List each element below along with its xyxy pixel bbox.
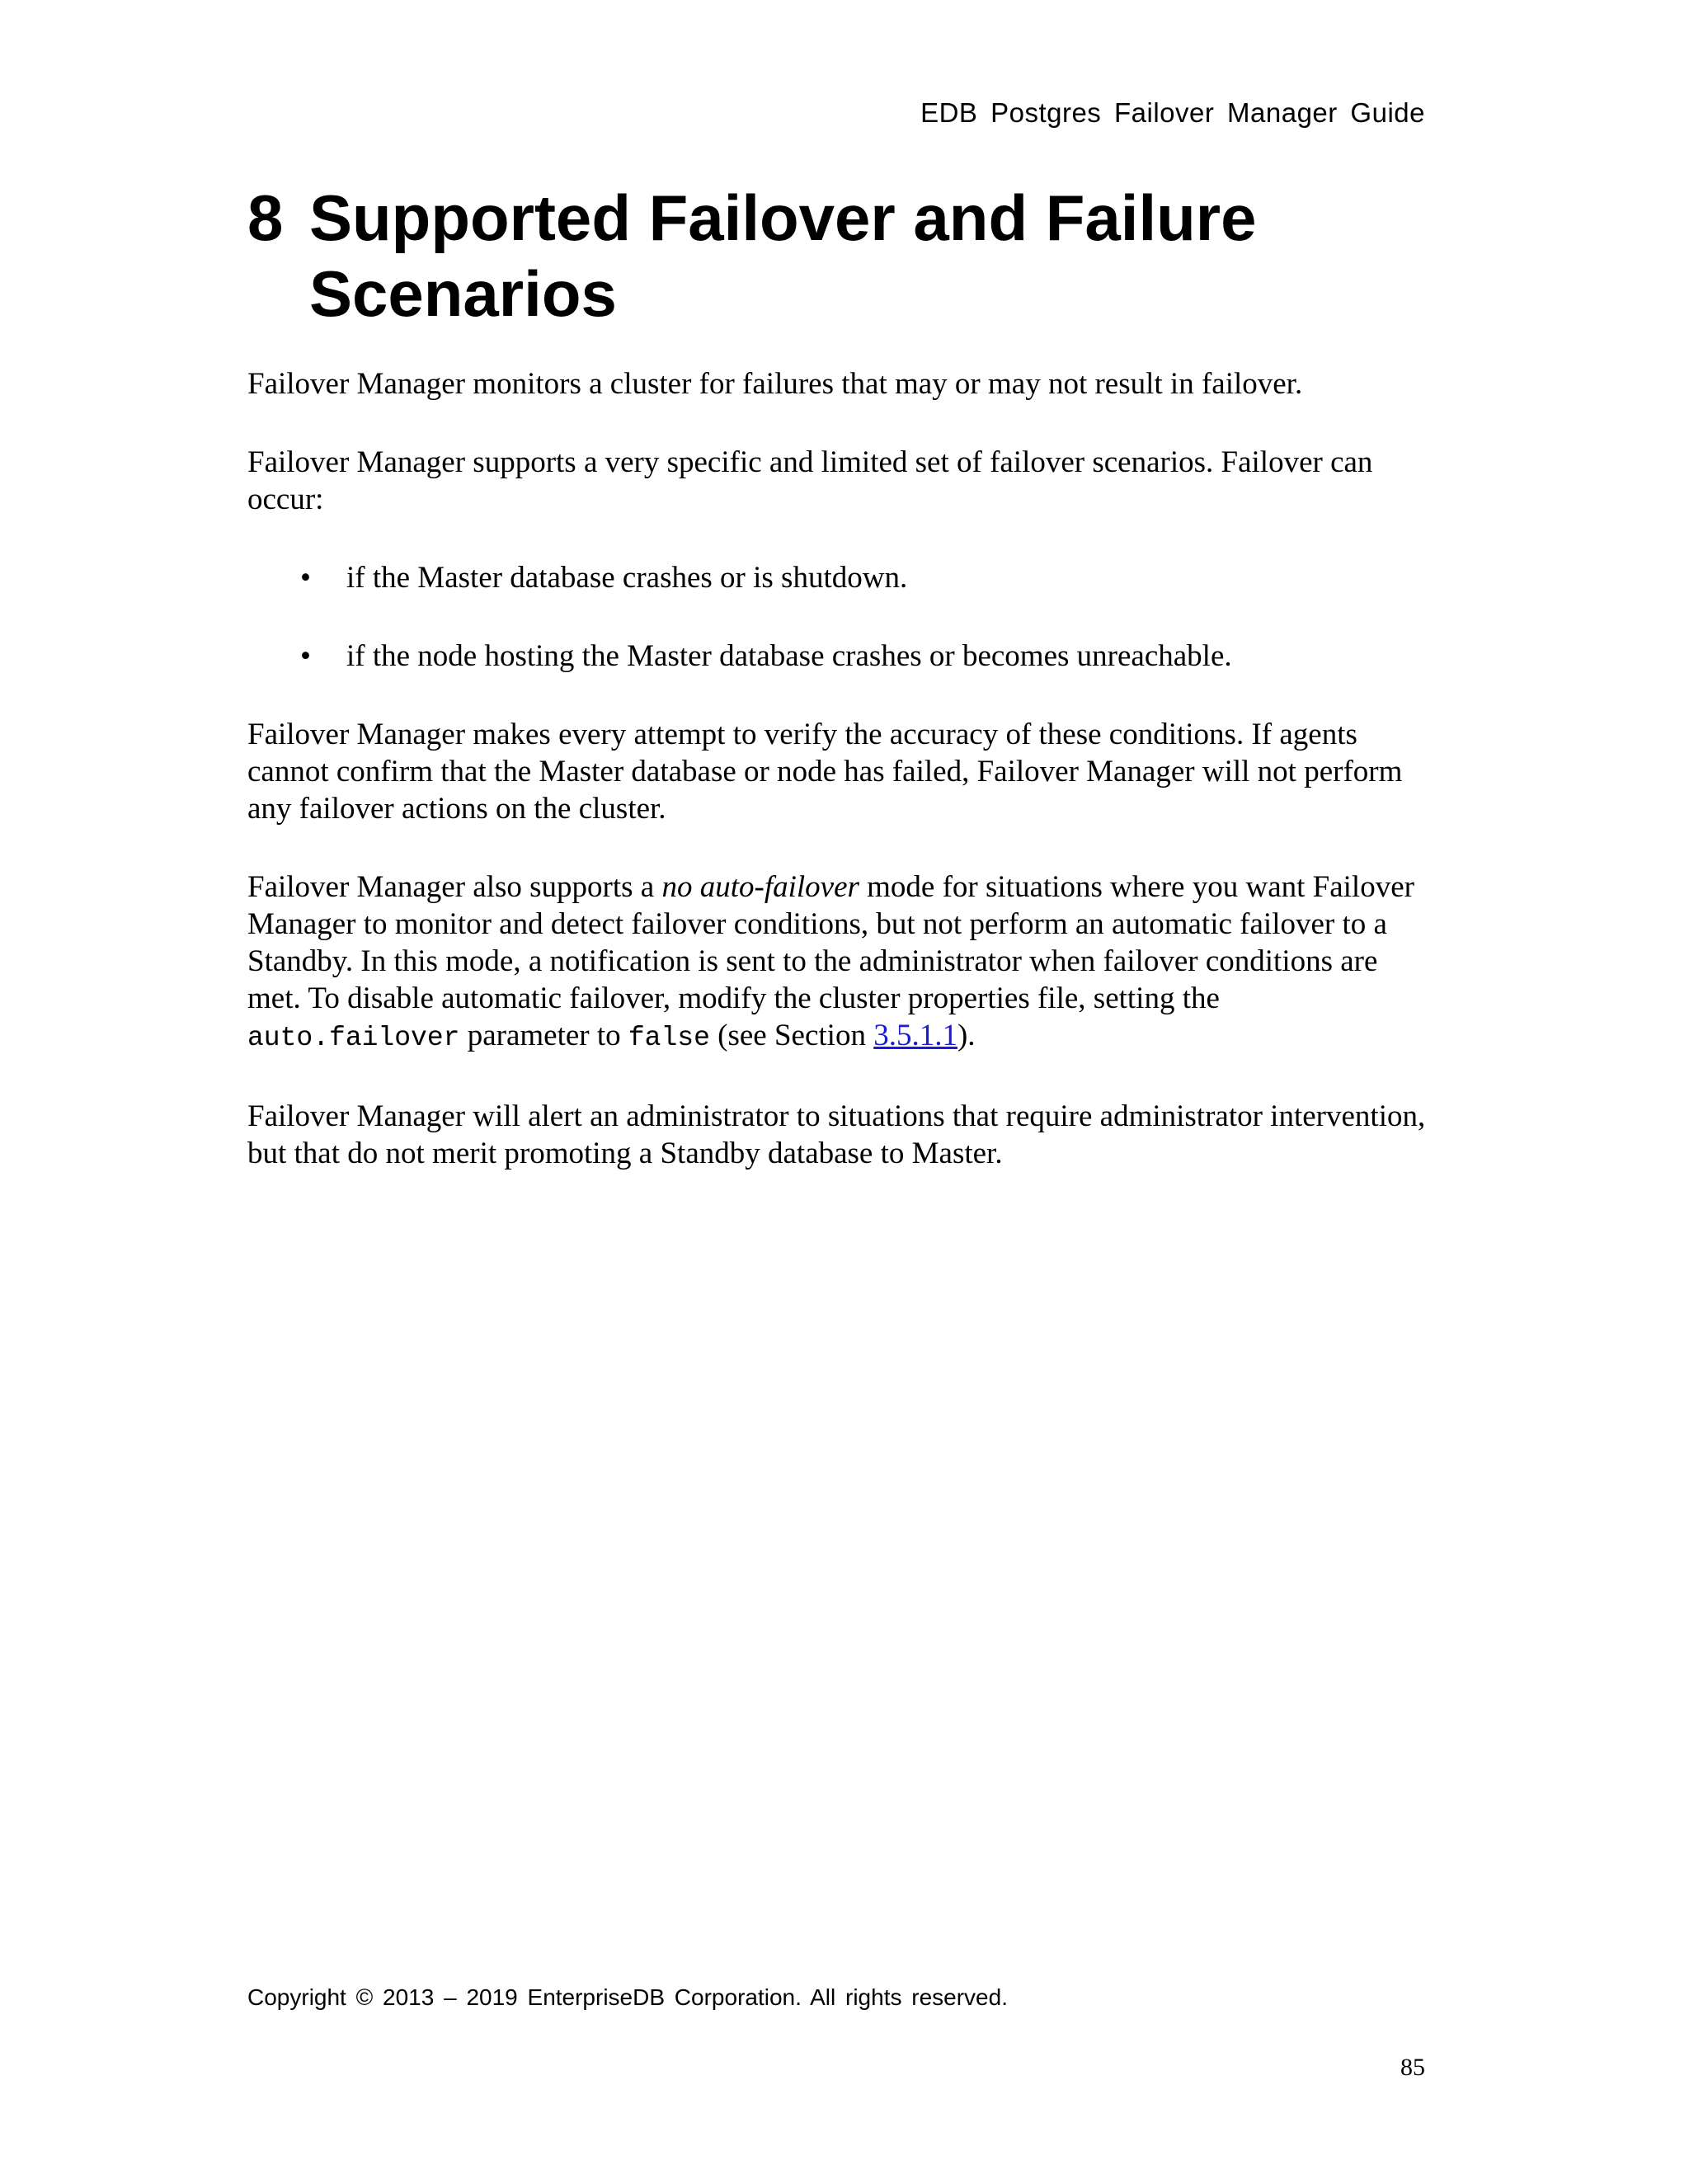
emphasis-no-auto-failover: no auto-failover	[661, 870, 859, 904]
text-run: Failover Manager also supports a	[247, 870, 662, 904]
text-run: mode for situations where you want Failover Manager to monitor and detect failover conditions, but not perform an automatic failover to a Standby. In this mode, a notification is sent to the administrator when failover conditions are met. To disable automatic failover, modify the cluster properties file, setting the	[247, 870, 1414, 1015]
paragraph-intro: Failover Manager monitors a cluster for failures that may or may not result in failover.	[247, 367, 1303, 401]
code-auto-failover: auto.failover	[247, 1023, 460, 1053]
text-run: ).	[957, 1019, 976, 1052]
text-run: (see Section	[709, 1019, 874, 1052]
chapter-heading	[247, 180, 1443, 332]
bullet-icon: •	[300, 639, 311, 673]
list-item	[247, 559, 1435, 596]
page-number: 85	[1400, 2054, 1425, 2081]
body-content	[247, 365, 1435, 1213]
copyright-footer: Copyright © 2013 – 2019 EnterpriseDB Corporation. All rights reserved.	[247, 1984, 1008, 2010]
text-run: parameter to	[459, 1019, 628, 1052]
chapter-number: 8	[247, 181, 284, 254]
paragraph-no-auto-failover	[247, 868, 1435, 1057]
paragraph-verification: Failover Manager makes every attempt to verify the accuracy of these conditions. If agents cannot confirm that the Master database or node has failed, Failover Manager will not perform any failover actions on the cluster.	[247, 718, 1403, 826]
chapter-title: Supported Failover and Failure Scenarios	[309, 181, 1257, 330]
list-item-text: if the Master database crashes or is shutdown.	[346, 561, 908, 595]
failover-conditions-list	[247, 559, 1435, 675]
list-item-text: if the node hosting the Master database crashes or becomes unreachable.	[346, 639, 1232, 673]
section-link[interactable]: 3.5.1.1	[873, 1019, 957, 1052]
bullet-icon: •	[300, 561, 311, 595]
paragraph-scenarios: Failover Manager supports a very specific and limited set of failover scenarios. Failover can occur:	[247, 445, 1373, 516]
code-false: false	[628, 1023, 710, 1053]
paragraph-alert: Failover Manager will alert an administrator to situations that require administrator intervention, but that do not merit promoting a Standby database to Master.	[247, 1099, 1426, 1170]
list-item	[247, 638, 1435, 675]
running-header: EDB Postgres Failover Manager Guide	[920, 97, 1425, 128]
